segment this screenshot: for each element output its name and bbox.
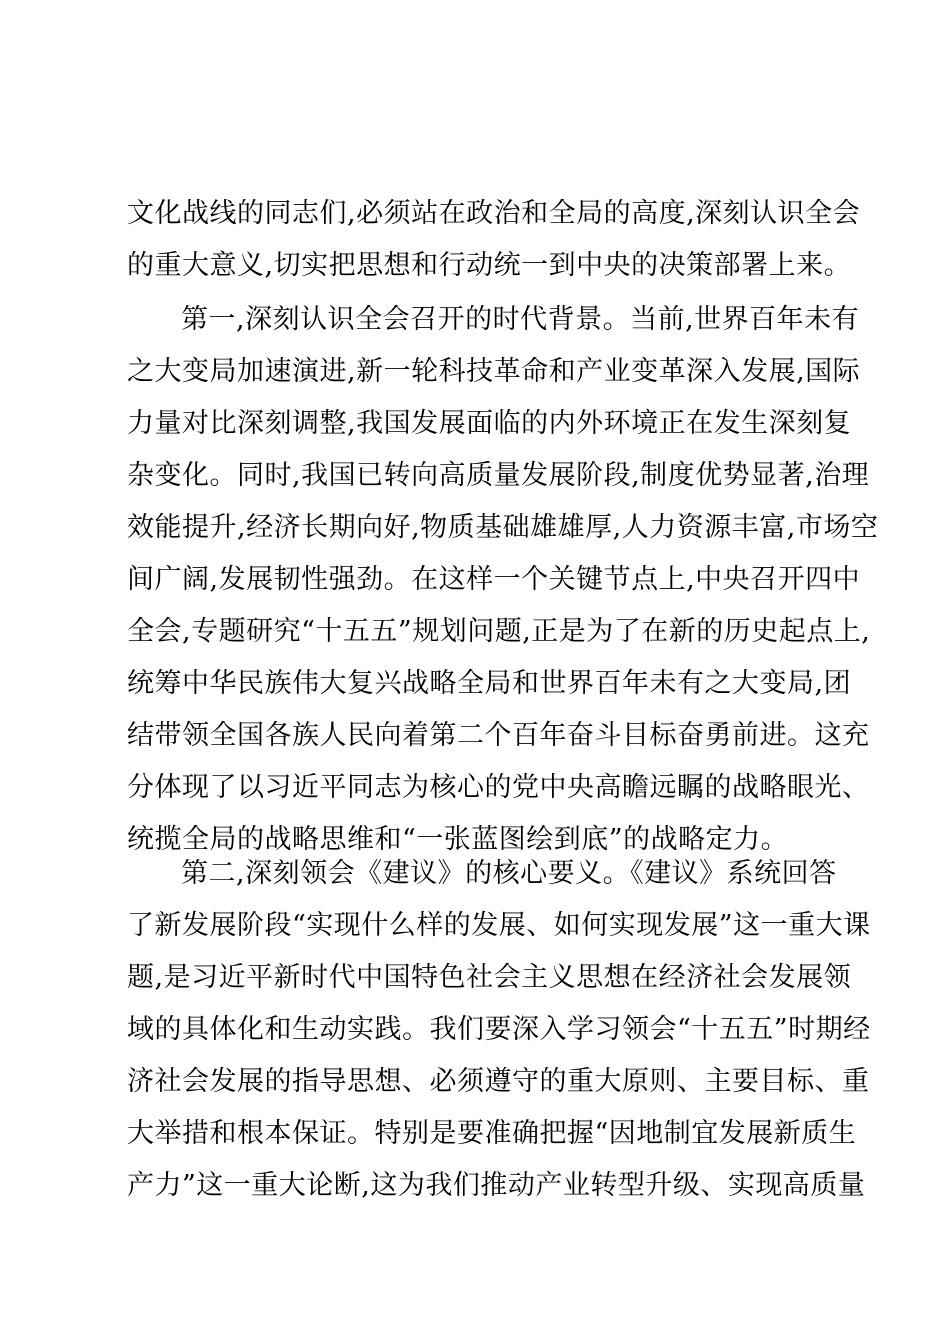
text-line: 产力”这一重大论断,这为我们推动产业转型升级、实现高质量 <box>127 1170 866 1201</box>
paragraph-2 <box>127 294 879 866</box>
text-line: 效能提升,经济长期向好,物质基础雄雄厚,人力资源丰富,市场空 <box>127 512 879 543</box>
text-line: 第一,深刻认识全会召开的时代背景。当前,世界百年未有 <box>181 304 860 335</box>
text-line: 之大变局加速演进,新一轮科技革命和产业变革深入发展,国际 <box>127 356 861 387</box>
text-line: 了新发展阶段“实现什么样的发展、如何实现发展”这一重大课 <box>127 910 871 941</box>
text-line: 间广阔,发展韧性强劲。在这样一个关键节点上,中央召开四中 <box>127 564 861 595</box>
text-line: 第二,深刻领会《建议》的核心要义。《建议》系统回答 <box>181 858 837 889</box>
text-line: 统筹中华民族伟大复兴战略全局和世界百年未有之大变局,团 <box>127 668 852 699</box>
text-line: 力量对比深刻调整,我国发展面临的内外环境正在发生深刻复 <box>127 408 852 439</box>
text-line: 分体现了以习近平同志为核心的党中央高瞻远瞩的战略眼光、 <box>127 772 870 803</box>
text-line: 文化战线的同志们,必须站在政治和全局的高度,深刻认识全会 <box>127 198 861 229</box>
paragraph-1 <box>127 188 861 292</box>
text-line: 全会,专题研究“十五五”规划问题,正是为了在新的历史起点上, <box>127 616 871 647</box>
paragraph-3 <box>127 848 871 1212</box>
text-line: 济社会发展的指导思想、必须遵守的重大原则、主要目标、重 <box>127 1066 870 1097</box>
text-line: 统揽全局的战略思维和“一张蓝图绘到底”的战略定力。 <box>127 824 789 855</box>
text-line: 的重大意义,切实把思想和行动统一到中央的决策部署上来。 <box>127 250 852 281</box>
text-line: 题,是习近平新时代中国特色社会主义思想在经济社会发展领 <box>127 962 852 993</box>
text-line: 域的具体化和生动实践。我们要深入学习领会“十五五”时期经 <box>127 1014 871 1045</box>
text-line: 杂变化。同时,我国已转向高质量发展阶段,制度优势显著,治理 <box>127 460 870 491</box>
text-line: 结带领全国各族人民向着第二个百年奋斗目标奋勇前进。这充 <box>127 720 870 751</box>
text-line: 大举措和根本保证。特别是要准确把握“因地制宜发展新质生 <box>127 1118 857 1149</box>
